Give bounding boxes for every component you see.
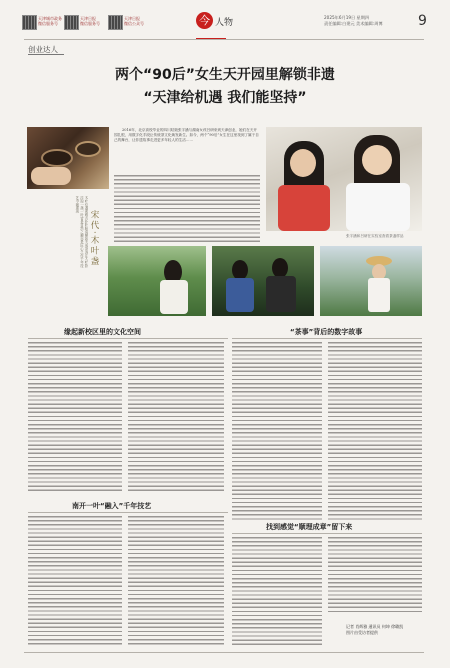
subhead-3-rule [28,512,228,513]
footer-rule [24,652,424,653]
logo-mid-line2: 微信服务号 [80,21,100,26]
subhead-4-rule [232,533,422,534]
tea-garden-photo [108,246,206,316]
body-col-2b [328,342,422,520]
section-name: 人物 [215,18,234,28]
subhead-2-rule [232,338,422,339]
subhead-2: “茶事”背后的数字故事 [290,328,363,336]
headline-main: 两个“90后”女生天开园里解锁非遗 [115,67,335,83]
body-col-3b [128,516,224,646]
qr-code-icon [22,15,37,30]
page-number: 9 [418,13,427,29]
subhead-3: 南开一叶“融入”千年技艺 [72,502,152,510]
body-col-2a [232,342,322,520]
hillside-photo [320,246,422,316]
logo-left-line2: 微信服务号 [38,21,58,26]
subhead-1-rule [28,338,228,339]
column-tag: 创业达人 [28,45,58,54]
body-col-1b [128,342,224,492]
column-tag-underline [28,54,64,55]
logo-right [124,16,144,26]
subhead-1: 缘起新校区里的文化空间 [64,328,141,336]
byline-reporters: 记者 肖辉雅 通讯员 何坤 徐璐凯 [346,624,404,629]
page-header [0,0,450,38]
field-interview-photo [212,246,314,316]
qr-code-icon [64,15,79,30]
subhead-4: 找到感觉“顺理成章”留下来 [266,523,353,531]
byline-photo-credit: 图片由受访者提供 [346,629,378,635]
body-col-4b [328,537,422,615]
body-col-4a [232,537,322,646]
logo-left-line1: 天津城市政务 [38,16,62,21]
header-rule [24,39,424,40]
lead-paragraph-continued [114,175,260,243]
logo-right-line1: 天津日报 [124,16,140,21]
issue-date [324,15,383,27]
body-col-1a [28,342,122,492]
lab-photo [266,127,422,231]
logo-right-line2: 微信公众号 [124,21,144,26]
logo-mid-line1: 天津日报 [80,16,96,21]
body-col-3a [28,516,122,646]
vertical-poem: 木叶纹盏素雅古朴叶脉清晰如天成茶汤注入叶影浮现一盏一叶皆是自然之趣亦是匠心之作千年技艺今朝重现 [74,196,88,268]
headline-sub: “天津给机遇 我们能坚持” [143,90,307,106]
vertical-title: 宋代·木叶盏 [89,210,99,268]
lead-paragraph: 2016年，北京高校毕业的四川姑娘张宇涵与湖南女孩吕研来到天津创业，她们在天开园扎根，用数字化手段让传统茶文化焕发新生。如今，两个“90后”女生在这里找到了属于自己的舞台，让非遗故事走进更多年轻人的生活…… [114,128,259,143]
teacup-photo [27,127,109,189]
logo-left [38,16,62,26]
logo-mid [80,16,100,26]
qr-code-icon [108,15,123,30]
section-badge: 今 [196,12,213,29]
issue-date-line1: 2025年6月19日 星期四 [324,15,370,20]
photo-caption: 张宇涵和吕研在实验室查看茶盏样品 [346,234,404,238]
byline [346,624,403,635]
issue-editor-line: 责任编辑:白建元 美术编辑:周博 [324,21,383,26]
